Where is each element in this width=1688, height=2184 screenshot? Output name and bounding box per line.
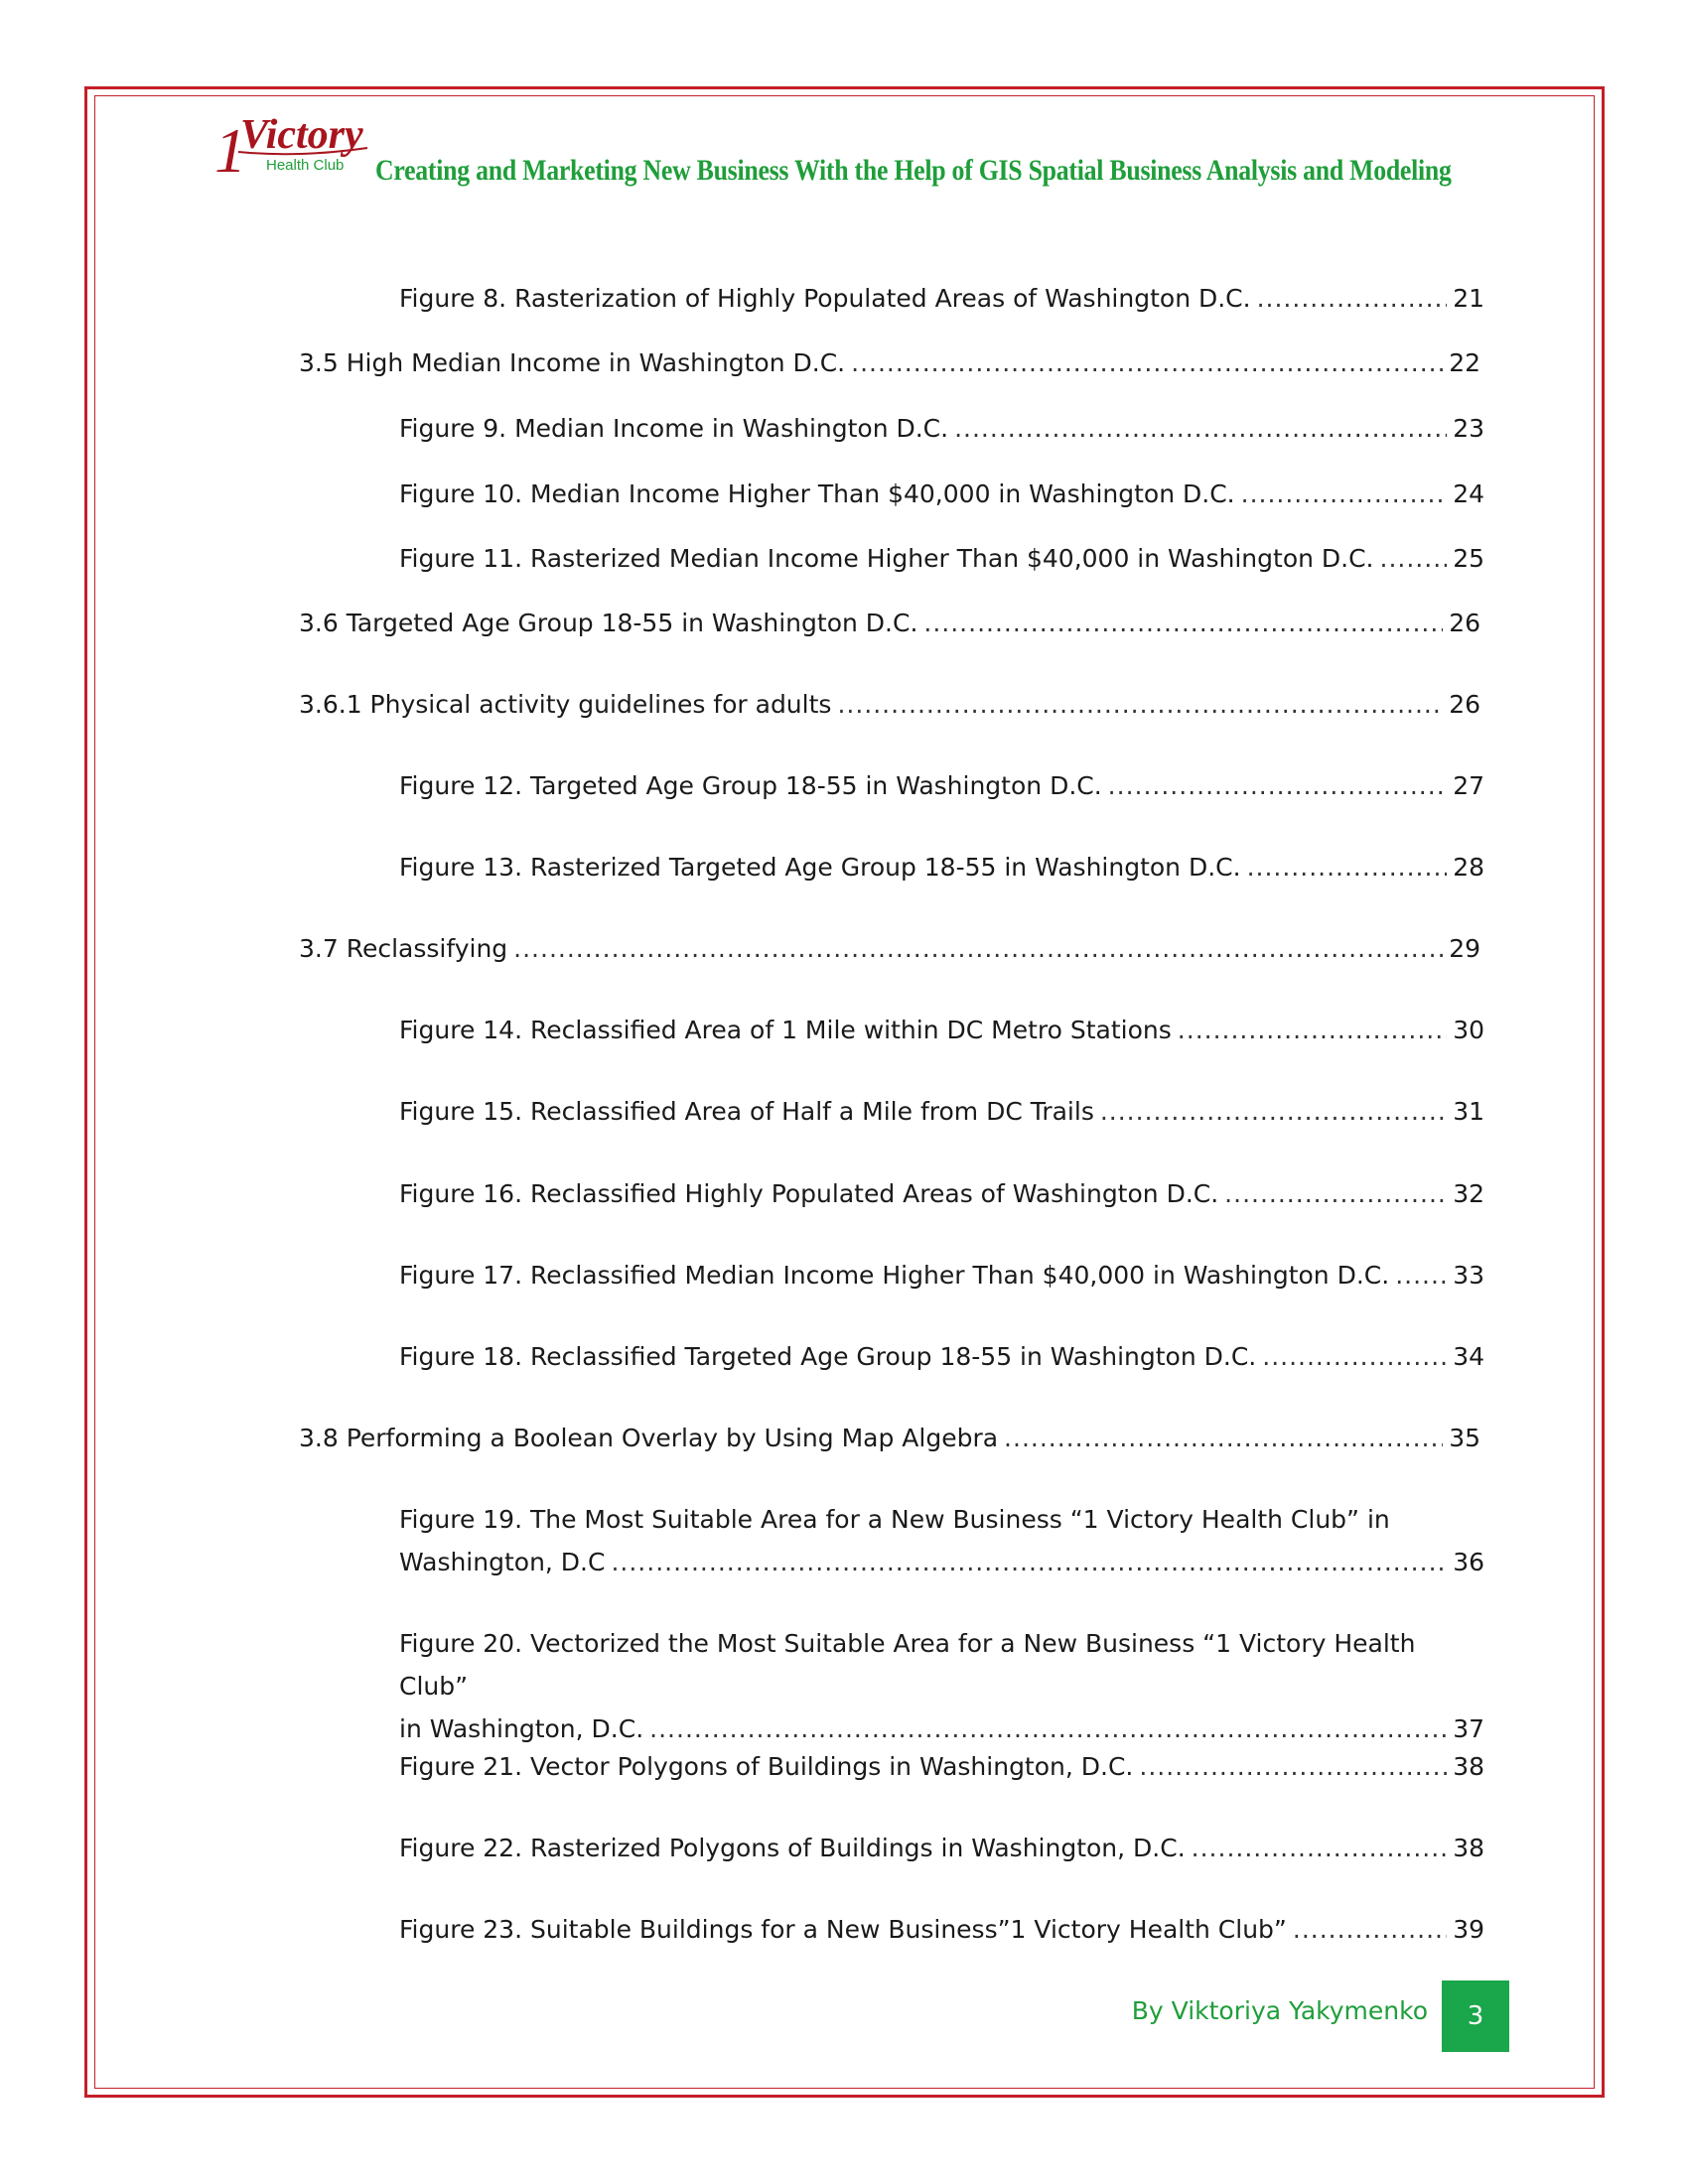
logo-subtext: Health Club	[266, 157, 345, 174]
toc-leader-dots	[1192, 1827, 1448, 1869]
toc-leader-dots	[1380, 537, 1448, 580]
toc-entry-title: Figure 23. Suitable Buildings for a New Business”1 Victory Health Club”	[399, 1915, 1287, 1944]
toc-page-number: 38	[1453, 1752, 1484, 1781]
toc-entry-title: Figure 20. Vectorized the Most Suitable Area for a New Business “1 Victory Health Club”	[399, 1629, 1416, 1701]
toc-page-number: 21	[1453, 284, 1484, 313]
page-number-box: 3	[1442, 1980, 1509, 2052]
document-header-title: Creating and Marketing New Business With the Help of GIS Spatial Business Analysis and Modeling	[375, 154, 1452, 187]
toc-page-number: 27	[1453, 771, 1484, 800]
toc-entry-title: Figure 19. The Most Suitable Area for a New Business “1 Victory Health Club” in	[399, 1505, 1390, 1534]
toc-page-number: 37	[1453, 1714, 1484, 1743]
toc-leader-dots	[1247, 846, 1448, 888]
toc-entry-title: 3.8 Performing a Boolean Overlay by Using Map Algebra	[299, 1424, 999, 1452]
toc-entry-title: 3.7 Reclassifying	[299, 934, 508, 963]
toc-leader-dots	[611, 1541, 1447, 1583]
toc-entry[interactable]	[399, 846, 1484, 888]
toc-entry[interactable]	[299, 927, 1480, 970]
toc-page-number: 22	[1449, 348, 1480, 377]
toc-leader-dots	[1224, 1172, 1447, 1215]
toc-entry-title: Figure 13. Rasterized Targeted Age Group 18-55 in Washington D.C.	[399, 853, 1241, 882]
toc-page-number: 28	[1453, 853, 1484, 882]
logo-text: Victory	[240, 112, 363, 158]
toc-entry[interactable]	[399, 473, 1484, 515]
toc-leader-dots	[1241, 473, 1448, 515]
toc-leader-dots	[1100, 1090, 1447, 1133]
toc-entry-title: Figure 8. Rasterization of Highly Populated Areas of Washington D.C.	[399, 284, 1251, 313]
toc-entry-title: 3.6.1 Physical activity guidelines for adults	[299, 690, 832, 719]
toc-entry[interactable]	[399, 1498, 1484, 1583]
toc-entry[interactable]	[399, 1090, 1484, 1133]
toc-entry[interactable]	[399, 1622, 1484, 1750]
toc-leader-dots	[1293, 1908, 1447, 1951]
toc-entry[interactable]	[399, 1335, 1484, 1378]
toc-entry[interactable]	[399, 1254, 1484, 1297]
toc-entry[interactable]	[299, 341, 1480, 384]
toc-page-number: 39	[1453, 1915, 1484, 1944]
toc-leader-dots	[954, 407, 1447, 450]
toc-page-number: 26	[1449, 609, 1480, 637]
toc-entry-title: Figure 15. Reclassified Area of Half a Mile from DC Trails	[399, 1097, 1094, 1126]
toc-page-number: 36	[1453, 1548, 1484, 1576]
toc-page-number: 26	[1449, 690, 1480, 719]
toc-page-number: 30	[1453, 1016, 1484, 1044]
toc-page-number: 31	[1453, 1097, 1484, 1126]
toc-entry-title: Figure 9. Median Income in Washington D.C.	[399, 414, 949, 443]
footer-author: By Viktoriya Yakymenko	[1131, 1996, 1428, 2025]
toc-entry[interactable]	[399, 277, 1484, 320]
toc-entry-title-cont: Washington, D.C	[399, 1548, 606, 1576]
toc-entry[interactable]	[399, 537, 1484, 580]
toc-leader-dots	[649, 1707, 1447, 1750]
toc-entry[interactable]	[399, 1827, 1484, 1869]
toc-entry[interactable]	[399, 764, 1484, 807]
toc-entry[interactable]	[299, 1417, 1480, 1459]
toc-leader-dots	[1257, 277, 1448, 320]
toc-page-number: 24	[1453, 479, 1484, 508]
toc-page-number: 34	[1453, 1342, 1484, 1371]
toc-leader-dots	[1108, 764, 1448, 807]
toc-leader-dots	[513, 927, 1443, 970]
toc-entry-title: Figure 21. Vector Polygons of Buildings in Washington, D.C.	[399, 1752, 1134, 1781]
toc-leader-dots	[851, 341, 1443, 384]
toc-page-number: 33	[1453, 1261, 1484, 1290]
toc-page-number: 38	[1453, 1834, 1484, 1862]
toc-entry-title: Figure 22. Rasterized Polygons of Buildings in Washington, D.C.	[399, 1834, 1186, 1862]
toc-entry-title: Figure 17. Reclassified Median Income Higher Than $40,000 in Washington D.C.	[399, 1261, 1390, 1290]
toc-entry-title: 3.5 High Median Income in Washington D.C.	[299, 348, 846, 377]
toc-entry-title: 3.6 Targeted Age Group 18-55 in Washington D.C.	[299, 609, 918, 637]
toc-entry[interactable]	[399, 407, 1484, 450]
toc-entry[interactable]	[399, 1908, 1484, 1951]
toc-leader-dots	[1262, 1335, 1447, 1378]
toc-leader-dots	[1139, 1745, 1447, 1788]
toc-page-number: 32	[1453, 1179, 1484, 1208]
toc-entry[interactable]	[399, 1745, 1484, 1788]
toc-page-number: 25	[1453, 544, 1484, 573]
toc-entry[interactable]	[399, 1172, 1484, 1215]
toc-entry-title: Figure 14. Reclassified Area of 1 Mile within DC Metro Stations	[399, 1016, 1172, 1044]
toc-entry-title: Figure 11. Rasterized Median Income Higher Than $40,000 in Washington D.C.	[399, 544, 1374, 573]
toc-leader-dots	[1395, 1254, 1447, 1297]
toc-leader-dots	[837, 683, 1443, 726]
toc-leader-dots	[923, 602, 1443, 644]
toc-entry-line2	[399, 1541, 1484, 1583]
toc-leader-dots	[1178, 1009, 1447, 1051]
toc-leader-dots	[1004, 1417, 1443, 1459]
toc-entry-title: Figure 12. Targeted Age Group 18-55 in Washington D.C.	[399, 771, 1102, 800]
toc-page-number: 23	[1453, 414, 1484, 443]
toc-entry-title: Figure 10. Median Income Higher Than $40,000 in Washington D.C.	[399, 479, 1235, 508]
toc-entry[interactable]	[299, 683, 1480, 726]
logo-numeral: 1	[214, 115, 246, 186]
toc-page-number: 35	[1449, 1424, 1480, 1452]
toc-entry-title: Figure 16. Reclassified Highly Populated Areas of Washington D.C.	[399, 1179, 1219, 1208]
toc-entry[interactable]	[399, 1009, 1484, 1051]
toc-entry[interactable]	[299, 602, 1480, 644]
toc-page-number: 29	[1449, 934, 1480, 963]
toc-entry-title: Figure 18. Reclassified Targeted Age Group 18-55 in Washington D.C.	[399, 1342, 1257, 1371]
toc-entry-line2	[399, 1707, 1484, 1750]
toc-entry-title-cont: in Washington, D.C.	[399, 1714, 644, 1743]
